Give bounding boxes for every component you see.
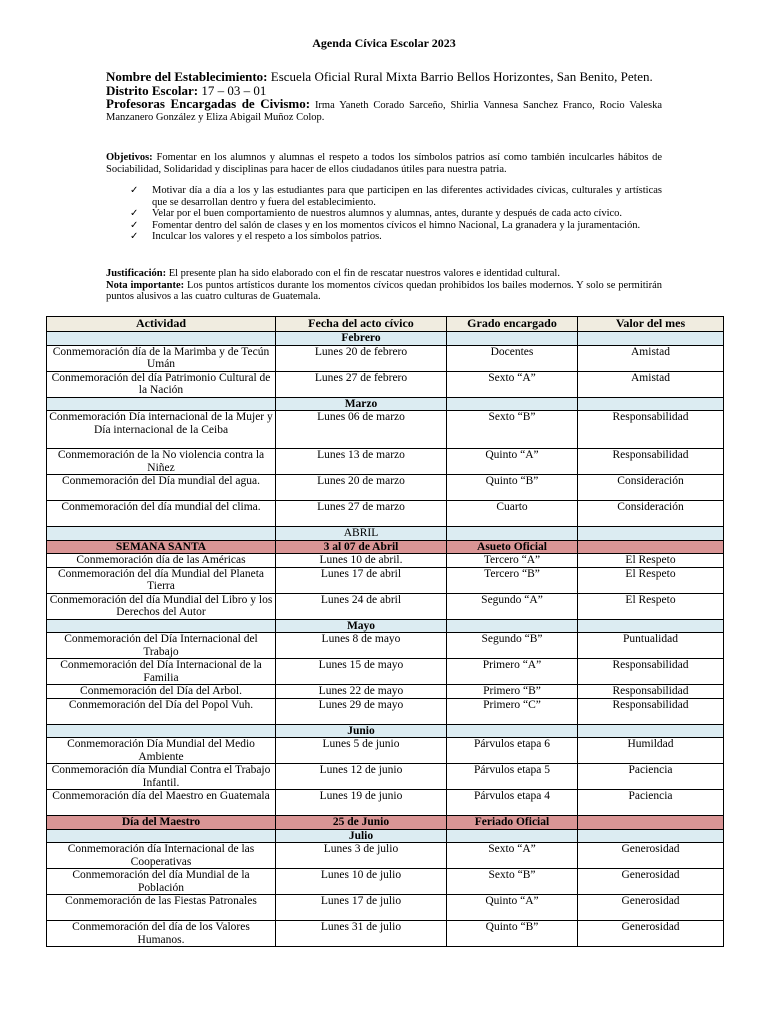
bullet-text: Velar por el buen comportamiento de nuestros alumnos y alumnas, antes, durante y después de cada acto cívico. (152, 208, 623, 219)
objetivos-paragraph (106, 152, 662, 175)
profesoras-value: Irma Yaneth Corado Sarceño, Shirlia Vannesa Sanchez Franco, Rocio Valeska Manzanero González y Eliza Abigail Muñoz Colop. (106, 100, 663, 123)
table-cell: Conmemoración del día Mundial de la Población (47, 869, 276, 895)
table-cell: Puntualidad (578, 633, 724, 659)
list-item (106, 208, 662, 220)
table-cell: Amistad (578, 371, 724, 397)
table-cell: Párvulos etapa 6 (447, 738, 578, 764)
checkmark-icon: ✓ (130, 185, 139, 196)
table-cell: Sexto “A” (447, 843, 578, 869)
empty-cell (447, 332, 578, 346)
table-cell: Conmemoración día Internacional de las Cooperativas (47, 843, 276, 869)
table-cell: Conmemoración día Mundial Contra el Trabajo Infantil. (47, 764, 276, 790)
table-cell: Conmemoración de la No violencia contra la Niñez (47, 449, 276, 475)
table-cell: Conmemoración día de la Marimba y de Tecún Umán (47, 345, 276, 371)
table-cell: SEMANA SANTA (47, 540, 276, 554)
table-cell: Responsabilidad (578, 449, 724, 475)
table-cell: Conmemoración del Día mundial del agua. (47, 475, 276, 501)
column-header: Grado encargado (447, 317, 578, 332)
table-row (47, 475, 724, 501)
table-cell: 25 de Junio (276, 816, 447, 830)
table-row (47, 764, 724, 790)
justificacion-line (106, 268, 662, 280)
empty-cell (47, 527, 276, 541)
table-cell: Responsabilidad (578, 698, 724, 724)
table-cell: Párvulos etapa 4 (447, 790, 578, 816)
table-cell: Conmemoración del día Mundial del Libro y los Derechos del Autor (47, 593, 276, 619)
table-cell: Conmemoración del Día del Arbol. (47, 685, 276, 699)
empty-cell (447, 829, 578, 843)
table-cell: Lunes 29 de mayo (276, 698, 447, 724)
table-cell: Sexto “B” (447, 411, 578, 449)
table-row (47, 843, 724, 869)
table-cell: Paciencia (578, 764, 724, 790)
table-cell: Cuarto (447, 501, 578, 527)
objetivos-list (106, 185, 662, 243)
table-cell: Conmemoración Día internacional de la Mujer y Día internacional de la Ceiba (47, 411, 276, 449)
checkmark-icon: ✓ (130, 219, 139, 231)
table-row (47, 567, 724, 593)
column-header: Valor del mes (578, 317, 724, 332)
month-label: Julio (276, 829, 447, 843)
month-row (47, 619, 724, 633)
list-item (106, 220, 662, 232)
month-label: Mayo (276, 619, 447, 633)
table-cell: Lunes 20 de febrero (276, 345, 447, 371)
table-cell: Conmemoración del Día Internacional de la Familia (47, 659, 276, 685)
table-row (47, 895, 724, 921)
table-cell: Lunes 24 de abril (276, 593, 447, 619)
list-item (106, 231, 662, 243)
table-row (47, 869, 724, 895)
table-cell: Quinto “A” (447, 895, 578, 921)
table-cell: Tercero “A” (447, 554, 578, 568)
table-cell: Lunes 27 de marzo (276, 501, 447, 527)
table-cell: Lunes 10 de julio (276, 869, 447, 895)
bullet-text: Motivar día a día a los y las estudiantes para que participen en las diferentes actividades cívicas, culturales y artísticas que se desarrollan dentro y fuera del establecimiento. (152, 185, 662, 208)
table-cell: Primero “B” (447, 685, 578, 699)
empty-cell (578, 829, 724, 843)
table-cell: Responsabilidad (578, 411, 724, 449)
table-cell: Segundo “B” (447, 633, 578, 659)
empty-cell (47, 332, 276, 346)
table-row (47, 698, 724, 724)
table-cell: Quinto “B” (447, 921, 578, 947)
table-row (47, 554, 724, 568)
notes-section (106, 268, 662, 303)
holiday-row (47, 540, 724, 554)
establecimiento-value: Escuela Oficial Rural Mixta Barrio Bellos Horizontes, San Benito, Peten. (270, 69, 653, 84)
month-label: Febrero (276, 332, 447, 346)
table-cell: El Respeto (578, 593, 724, 619)
empty-cell (447, 397, 578, 411)
empty-cell (578, 332, 724, 346)
table-cell: Lunes 3 de julio (276, 843, 447, 869)
table-cell: 3 al 07 de Abril (276, 540, 447, 554)
table-cell: Conmemoración del Día del Popol Vuh. (47, 698, 276, 724)
table-cell: Lunes 06 de marzo (276, 411, 447, 449)
month-label: ABRIL (276, 527, 447, 541)
table-cell: Consideración (578, 475, 724, 501)
empty-cell (578, 397, 724, 411)
nota-line (106, 280, 662, 303)
table-row (47, 685, 724, 699)
table-cell: Generosidad (578, 843, 724, 869)
table-cell: Lunes 20 de marzo (276, 475, 447, 501)
table-cell: Responsabilidad (578, 685, 724, 699)
table-cell: Conmemoración día de las Américas (47, 554, 276, 568)
distrito-value: 17 – 03 – 01 (201, 83, 267, 98)
bullet-text: Inculcar los valores y el respeto a los símbolos patrios. (152, 231, 382, 242)
table-cell: Conmemoración Día Mundial del Medio Ambiente (47, 738, 276, 764)
empty-cell (578, 724, 724, 738)
table-cell: Lunes 31 de julio (276, 921, 447, 947)
month-label: Junio (276, 724, 447, 738)
agenda-table (46, 316, 724, 947)
table-cell: Sexto “A” (447, 371, 578, 397)
column-header: Fecha del acto cívico (276, 317, 447, 332)
table-cell: Responsabilidad (578, 659, 724, 685)
table-cell: Lunes 12 de junio (276, 764, 447, 790)
table-cell: Quinto “A” (447, 449, 578, 475)
table-cell: Lunes 8 de mayo (276, 633, 447, 659)
table-cell: Lunes 22 de mayo (276, 685, 447, 699)
table-cell: Lunes 15 de mayo (276, 659, 447, 685)
table-cell: Asueto Oficial (447, 540, 578, 554)
month-row (47, 829, 724, 843)
table-cell: Docentes (447, 345, 578, 371)
table-cell: Consideración (578, 501, 724, 527)
table-row (47, 921, 724, 947)
empty-cell (47, 397, 276, 411)
table-cell: Tercero “B” (447, 567, 578, 593)
holiday-row (47, 816, 724, 830)
table-row (47, 593, 724, 619)
table-cell: Lunes 5 de junio (276, 738, 447, 764)
table-cell (578, 816, 724, 830)
agenda-table-body (47, 332, 724, 947)
table-cell: Conmemoración del día Mundial del Planeta Tierra (47, 567, 276, 593)
table-cell: Humildad (578, 738, 724, 764)
empty-cell (447, 527, 578, 541)
table-row (47, 345, 724, 371)
table-cell: El Respeto (578, 567, 724, 593)
empty-cell (47, 619, 276, 633)
table-cell: Generosidad (578, 869, 724, 895)
empty-cell (47, 724, 276, 738)
table-cell: Feriado Oficial (447, 816, 578, 830)
table-cell: El Respeto (578, 554, 724, 568)
table-cell: Conmemoración del día de los Valores Humanos. (47, 921, 276, 947)
nota-value: Los puntos artísticos durante los momentos cívicos quedan prohibidos los bailes modernos. Y solo se permitirán puntos alusivos a las cuatro culturas de Guatemala. (106, 279, 663, 302)
month-label: Marzo (276, 397, 447, 411)
month-row (47, 332, 724, 346)
document-title: Agenda Cívica Escolar 2023 (312, 36, 456, 50)
table-cell: Paciencia (578, 790, 724, 816)
empty-cell (578, 619, 724, 633)
table-cell: Lunes 17 de abril (276, 567, 447, 593)
empty-cell (447, 619, 578, 633)
justificacion-value: El presente plan ha sido elaborado con el fin de rescatar nuestros valores e identidad cultural. (168, 268, 560, 279)
table-row (47, 371, 724, 397)
checkmark-icon: ✓ (130, 231, 139, 242)
checkmark-icon: ✓ (130, 208, 139, 219)
table-cell: Quinto “B” (447, 475, 578, 501)
table-cell: Día del Maestro (47, 816, 276, 830)
month-row (47, 724, 724, 738)
establecimiento-label: Nombre del Establecimiento: (106, 69, 268, 84)
table-row (47, 633, 724, 659)
nota-label: Nota importante: (106, 279, 185, 291)
table-cell: Conmemoración del día mundial del clima. (47, 501, 276, 527)
table-cell: Amistad (578, 345, 724, 371)
table-cell: Conmemoración del Día Internacional del Trabajo (47, 633, 276, 659)
distrito-label: Distrito Escolar: (106, 83, 199, 98)
table-cell: Lunes 10 de abril. (276, 554, 447, 568)
month-row (47, 527, 724, 541)
list-item (106, 185, 662, 208)
table-cell: Conmemoración del día Patrimonio Cultural de la Nación (47, 371, 276, 397)
table-row (47, 449, 724, 475)
month-row (47, 397, 724, 411)
empty-cell (447, 724, 578, 738)
table-cell: Segundo “A” (447, 593, 578, 619)
table-cell: Conmemoración día del Maestro en Guatemala (47, 790, 276, 816)
table-cell: Lunes 27 de febrero (276, 371, 447, 397)
table-cell: Generosidad (578, 895, 724, 921)
table-cell (578, 540, 724, 554)
table-cell: Lunes 19 de junio (276, 790, 447, 816)
empty-cell (578, 527, 724, 541)
table-row (47, 501, 724, 527)
table-cell: Generosidad (578, 921, 724, 947)
table-cell: Sexto “B” (447, 869, 578, 895)
establecimiento-line (106, 70, 662, 84)
table-cell: Conmemoración de las Fiestas Patronales (47, 895, 276, 921)
table-cell: Primero “A” (447, 659, 578, 685)
table-row (47, 659, 724, 685)
table-cell: Lunes 13 de marzo (276, 449, 447, 475)
objetivos-value: Fomentar en los alumnos y alumnas el respeto a todos los símbolos patrios así como también inculcarles hábitos de Sociabilidad, Solidaridad y disciplinas para hacer de ellos ciudadanos útiles para nuestra patria. (106, 152, 663, 175)
column-header: Actividad (47, 317, 276, 332)
document-header (106, 70, 662, 124)
table-row (47, 411, 724, 449)
table-row (47, 790, 724, 816)
table-cell: Primero “C” (447, 698, 578, 724)
bullet-text: Fomentar dentro del salón de clases y en los momentos cívicos el himno Nacional, La granadera y la juramentación. (152, 219, 641, 231)
justificacion-label: Justificación: (106, 268, 167, 279)
profesoras-label: Profesoras Encargadas de Civismo: (106, 96, 311, 111)
profesoras-line (106, 98, 662, 124)
table-header-row (47, 317, 724, 332)
table-cell: Lunes 17 de julio (276, 895, 447, 921)
table-cell: Párvulos etapa 5 (447, 764, 578, 790)
table-row (47, 738, 724, 764)
empty-cell (47, 829, 276, 843)
objetivos-label: Objetivos: (106, 152, 153, 163)
